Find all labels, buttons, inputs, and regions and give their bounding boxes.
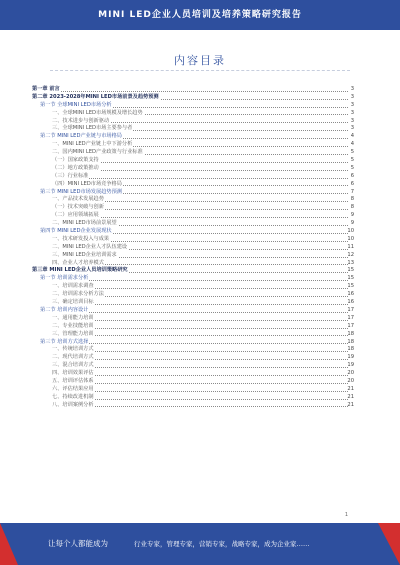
toc-entry-page: 5: [350, 157, 354, 164]
toc-entry-page: 15: [347, 283, 354, 290]
toc-entry-page: 21: [347, 385, 354, 392]
toc-entry-title: 第四节 MINI LED企业发展现状: [40, 228, 112, 235]
toc-entry-title: 四、培训效果评估: [52, 370, 94, 377]
toc-entry[interactable]: [32, 283, 354, 291]
toc-entry[interactable]: [32, 252, 354, 260]
toc-entry[interactable]: [32, 165, 354, 173]
toc-entry-page: 21: [347, 401, 354, 408]
toc-heading: 内容目录: [174, 54, 226, 67]
toc-entry[interactable]: [32, 157, 354, 165]
toc-entry[interactable]: [32, 102, 354, 110]
toc-entry-page: 7: [350, 188, 354, 195]
toc-entry[interactable]: [32, 299, 354, 307]
toc-entry[interactable]: [32, 307, 354, 315]
toc-entry-title: 六、评估结果应用: [52, 385, 94, 392]
toc-entry-page: 3: [350, 109, 354, 116]
toc-entry[interactable]: [32, 220, 354, 228]
footer-slogan: 让每个人都能成为: [48, 539, 108, 548]
toc-entry[interactable]: [32, 149, 354, 157]
toc-entry[interactable]: [32, 86, 354, 94]
toc-entry-page: 11: [347, 243, 354, 250]
toc-entry-page: 3: [350, 93, 354, 100]
toc-entry-page: 16: [347, 291, 354, 298]
toc-entry-title: 第一节 培训需求分析: [40, 275, 89, 282]
toc-entry-page: 3: [350, 101, 354, 108]
toc-entry-page: 5: [350, 149, 354, 156]
toc-entry-page: 8: [350, 196, 354, 203]
toc-entry[interactable]: [32, 291, 354, 299]
toc-leader-dots: [52, 359, 348, 360]
report-title: MINI LED企业人员培训及培养策略研究报告: [98, 10, 302, 20]
toc-entry-title: 第二节 MINI LED产业链与市场格局: [40, 133, 122, 140]
toc-entry-page: 17: [347, 306, 354, 313]
toc-entry-title: 三、MINI LED企业培训需求: [52, 251, 117, 258]
toc-entry-title: 第一节 全球MINI LED市场分析: [40, 101, 112, 108]
toc-entry-page: 10: [347, 228, 354, 235]
toc-entry-title: 一、传统培训方式: [52, 346, 94, 353]
toc-entry-page: 15: [347, 275, 354, 282]
toc-leader-dots: [52, 406, 348, 407]
toc-entry-page: 18: [347, 338, 354, 345]
toc-entry-page: 17: [347, 322, 354, 329]
toc-entry-title: 二、现代培训方式: [52, 354, 94, 361]
toc-entry[interactable]: [32, 141, 354, 149]
toc-entry[interactable]: [32, 323, 354, 331]
footer-accent-right: [378, 523, 400, 565]
toc-entry-page: 20: [347, 377, 354, 384]
toc-entry-title: 第三章 MINI LED企业人员培训策略研究: [32, 267, 128, 274]
toc-leader-dots: [52, 367, 348, 368]
toc-entry-title: 一、MINI LED产业链上中下游分析: [52, 141, 133, 148]
toc-entry-title: 二、MINI LED市场前景展望: [52, 220, 117, 227]
toc-entry-page: 8: [350, 204, 354, 211]
toc-entry-title: （二）地方政策推动: [52, 164, 99, 171]
toc-entry[interactable]: [32, 402, 354, 410]
toc-entry-title: 第三节 培训方式选择: [40, 338, 89, 345]
toc-entry-title: 七、持续改进机制: [52, 393, 94, 400]
toc-entry-page: 16: [347, 299, 354, 306]
toc-entry-page: 4: [350, 133, 354, 140]
toc-entry-title: 五、培训评估体系: [52, 377, 94, 384]
toc-leader-dots: [52, 383, 348, 384]
toc-entry-page: 15: [347, 267, 354, 274]
toc-leader-dots: [52, 288, 348, 289]
toc-entry-page: 9: [350, 220, 354, 227]
toc-entry-page: 9: [350, 212, 354, 219]
toc-entry-page: 19: [347, 362, 354, 369]
toc-entry-title: 一、培训需求调查: [52, 283, 94, 290]
toc-entry-title: 三、管理能力培训: [52, 330, 94, 337]
toc-entry-title: （一）技术突破与创新: [52, 204, 104, 211]
toc-entry[interactable]: [32, 94, 354, 102]
toc-leader-dots: [52, 304, 348, 305]
toc-entry[interactable]: [32, 181, 354, 189]
toc-entry-title: 二、MINI LED企业人才队伍建设: [52, 243, 128, 250]
toc-entry[interactable]: [32, 331, 354, 339]
toc-entry-page: 3: [350, 125, 354, 132]
toc-entry-page: 10: [347, 235, 354, 242]
toc-leader-dots: [52, 399, 348, 400]
toc-entry-title: 一、技术研发投入与成果: [52, 235, 110, 242]
toc-entry-page: 13: [347, 259, 354, 266]
toc-entry-page: 19: [347, 354, 354, 361]
toc-entry-title: 二、国内MINI LED产业政策与行业标准: [52, 149, 143, 156]
toc-entry[interactable]: [32, 244, 354, 252]
toc-leader-dots: [52, 391, 348, 392]
toc-entry[interactable]: [32, 212, 354, 220]
toc-entry[interactable]: [32, 362, 354, 370]
toc-entry-page: 12: [347, 251, 354, 258]
toc-entry[interactable]: [32, 386, 354, 394]
toc-entry-title: （一）国家政策支持: [52, 157, 99, 164]
toc-entry-title: （二）应用领域拓展: [52, 212, 99, 219]
footer-bar: [0, 523, 400, 565]
toc-entry-page: 4: [350, 141, 354, 148]
toc-leader-dots: [52, 178, 348, 179]
toc-entry-title: （三）行业标准: [52, 172, 89, 179]
toc-entry[interactable]: [32, 173, 354, 181]
toc-entry-page: 18: [347, 330, 354, 337]
toc-entry-page: 20: [347, 370, 354, 377]
toc-entry-title: （四）MINI LED市场竞争格局: [52, 180, 122, 187]
toc-entry-title: 八、培训案例分析: [52, 401, 94, 408]
toc-entry-title: 第一章 前言: [32, 86, 60, 92]
toc-entry-title: 一、产品技术发展趋势: [52, 196, 104, 203]
toc-entry-page: 3: [350, 86, 354, 92]
toc-entry-title: 一、全球MINI LED市场规模及增长趋势: [52, 109, 143, 116]
toc-entry-page: 18: [347, 346, 354, 353]
toc-entry-title: 第二节 培训内容设计: [40, 306, 89, 313]
toc-entry[interactable]: [32, 110, 354, 118]
toc-entry-title: 二、培训需求分析方法: [52, 291, 104, 298]
toc-leader-dots: [52, 320, 348, 321]
toc-entry[interactable]: [32, 378, 354, 386]
toc-entry[interactable]: [32, 315, 354, 323]
toc-entry-page: 6: [350, 172, 354, 179]
toc-leader-dots: [32, 91, 348, 92]
toc-leader-dots: [52, 328, 348, 329]
toc-heading-divider: [50, 70, 350, 71]
toc-entry-page: 21: [347, 393, 354, 400]
table-of-contents: [32, 86, 354, 410]
toc-entry[interactable]: [32, 370, 354, 378]
toc-entry-page: 3: [350, 117, 354, 124]
toc-entry-page: 17: [347, 314, 354, 321]
toc-entry-title: 四、企业人才培养模式: [52, 259, 104, 266]
toc-leader-dots: [52, 335, 348, 336]
toc-entry[interactable]: [32, 228, 354, 236]
toc-entry-title: 三、混合培训方式: [52, 362, 94, 369]
toc-entry-title: 三、确定培训目标: [52, 299, 94, 306]
toc-entry-title: 二、专业技能培训: [52, 322, 94, 329]
toc-leader-dots: [52, 375, 348, 376]
toc-entry-page: 6: [350, 180, 354, 187]
toc-entry-title: 一、通用能力培训: [52, 314, 94, 321]
footer-accent-left: [0, 523, 18, 565]
toc-entry-page: 5: [350, 164, 354, 171]
toc-entry-title: 第二章 2023-2028年MINI LED市场前景及趋势预测: [32, 93, 159, 100]
toc-entry[interactable]: [32, 236, 354, 244]
toc-entry-title: 第三节 MINI LED市场发展趋势预测: [40, 188, 122, 195]
toc-entry[interactable]: [32, 394, 354, 402]
header-bar: [0, 0, 400, 30]
toc-leader-dots: [52, 351, 348, 352]
toc-entry-title: 三、全球MINI LED市场主要参与者: [52, 125, 133, 132]
toc-entry-title: 二、技术进步与创新驱动: [52, 117, 110, 124]
footer-tags: 行业专家，管理专家，营销专家，战略专家，成为企业家……: [134, 540, 310, 548]
toc-entry[interactable]: [32, 354, 354, 362]
page-number: 1: [344, 512, 348, 518]
